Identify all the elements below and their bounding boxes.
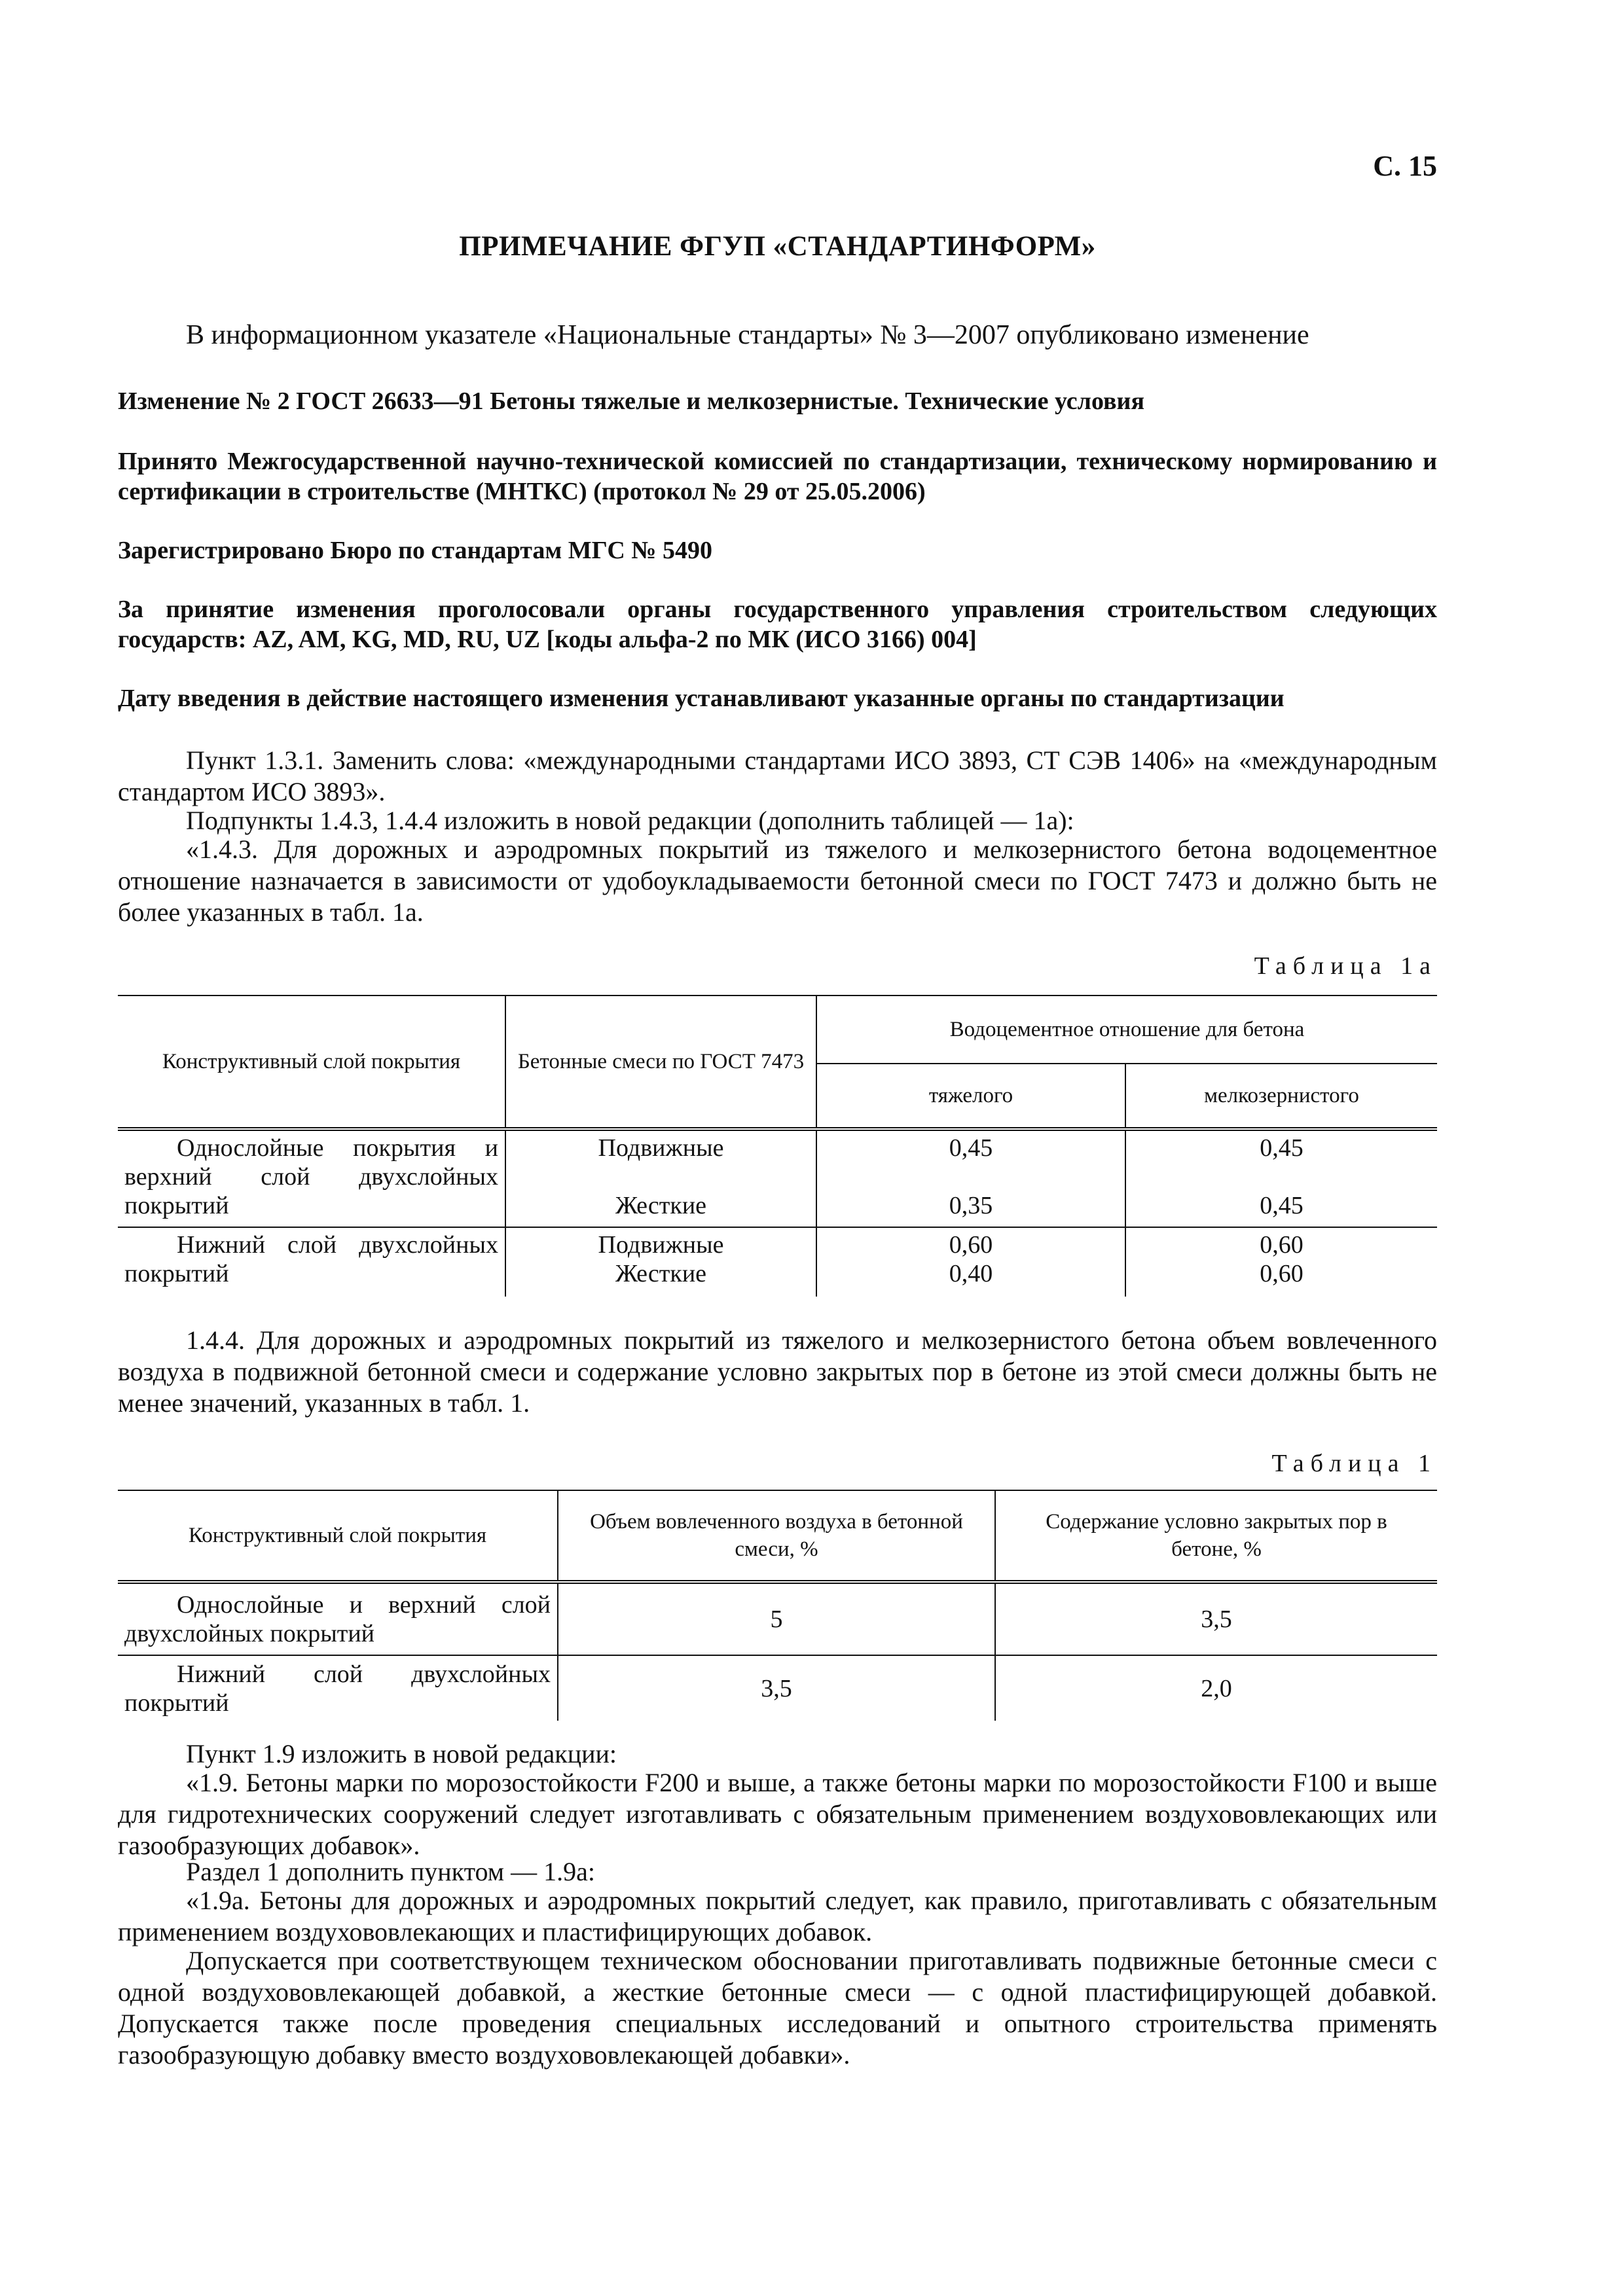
table-1a-r1-layer: Однослойные покрытия и верхний слой двухслойных покрытий — [118, 1129, 505, 1227]
table-1a-r2a-mix: Подвижные — [598, 1231, 724, 1259]
table-1-header-air: Объем вовлеченного воздуха в бетонной смеси, % — [558, 1490, 995, 1582]
table-1a — [118, 995, 1437, 1297]
clause-19-intro: Пункт 1.9 изложить в новой редакции: — [186, 1739, 617, 1768]
table-1a-r1a-mix: Подвижные — [598, 1134, 724, 1162]
table-1a-header-mix: Бетонные смеси по ГОСТ 7473 — [505, 996, 816, 1129]
table-row — [118, 1582, 1437, 1655]
table-1a-r2b-mix: Жесткие — [615, 1260, 707, 1287]
table-row — [118, 1655, 1437, 1721]
page-number: С. 15 — [1373, 150, 1437, 182]
table-1a-r2-layer: Нижний слой двухслойных покрытий — [118, 1227, 505, 1297]
table-1a-r2a-heavy: 0,60 — [949, 1231, 993, 1259]
table-row — [118, 1227, 1437, 1297]
table-1a-header-fine: мелкозернистого — [1204, 1084, 1359, 1107]
table-1a-header-wc: Водоцементное отношение для бетона — [816, 996, 1437, 1064]
table-1a-header-heavy: тяжелого — [816, 1064, 1125, 1129]
table-1 — [118, 1490, 1437, 1721]
voted-paragraph: За принятие изменения проголосовали органы государственного управления строительством следующих государств: AZ, AM, KG, MD, RU, UZ [коды альфа-2 по МК (ИСО 3166) 004] — [118, 596, 1437, 653]
intro-paragraph: В информационном указателе «Национальные стандарты» № 3—2007 опубликовано изменение — [186, 320, 1309, 350]
registered-paragraph: Зарегистрировано Бюро по стандартам МГС № 5490 — [118, 537, 712, 564]
table-1a-r2b-heavy: 0,40 — [949, 1260, 993, 1287]
clause-19a: «1.9а. Бетоны для дорожных и аэродромных покрытий следует, как правило, приготавливать с обязательным применением воздухововлекающих и пластифицирующих добавок. — [118, 1886, 1437, 1946]
table-1a-r1a-fine: 0,45 — [1260, 1134, 1304, 1162]
table-1a-r1-fine — [1125, 1129, 1437, 1227]
table-1-header-pores: Содержание условно закрытых пор в бетоне, % — [1046, 1510, 1387, 1561]
clause-19a-intro: Раздел 1 дополнить пунктом — 1.9а: — [186, 1857, 595, 1886]
table-1-r2-layer: Нижний слой двухслойных покрытий — [118, 1655, 558, 1721]
clause-144: 1.4.4. Для дорожных и аэродромных покрытий из тяжелого и мелкозернистого бетона объем вовлеченного воздуха в подвижной бетонной смеси и содержание условно закрытых пор в бетоне из этой смеси должны быть не менее значений, указанных в табл. 1. — [118, 1325, 1437, 1418]
clause-19: «1.9. Бетоны марки по морозостойкости F200 и выше, а также бетоны марки по морозостойкости F100 и выше для гидротехнических сооружений следует изготавливать с обязательным применением воздухововлекающих или газообразующих добавок». — [118, 1768, 1437, 1860]
table-1a-r1b-heavy: 0,35 — [949, 1192, 993, 1219]
table-1-caption: Таблица 1 — [1271, 1450, 1437, 1477]
table-1a-r2a-fine: 0,60 — [1260, 1231, 1304, 1259]
table-1a-r2-heavy — [816, 1227, 1125, 1297]
clause-131: Пункт 1.3.1. Заменить слова: «международными стандартами ИСО 3893, СТ СЭВ 1406» на «международным стандартом ИСО 3893». — [118, 745, 1437, 806]
effective-date-paragraph: Дату введения в действие настоящего изменения устанавливают указанные органы по стандартизации — [118, 685, 1285, 712]
clause-143-intro: Подпункты 1.4.3, 1.4.4 изложить в новой редакции (дополнить таблицей — 1а): — [186, 806, 1074, 835]
table-1-r2-air: 3,5 — [558, 1655, 995, 1721]
table-1-r2-pores: 2,0 — [1201, 1674, 1232, 1702]
table-1a-r2-fine — [1125, 1227, 1437, 1297]
page-title: ПРИМЕЧАНИЕ ФГУП «СТАНДАРТИНФОРМ» — [459, 231, 1096, 262]
table-1a-caption: Таблица 1а — [1254, 952, 1437, 980]
table-1a-r2b-fine: 0,60 — [1260, 1260, 1304, 1287]
table-1-header-layer: Конструктивный слой покрытия — [118, 1490, 558, 1582]
table-1a-r1-mix — [505, 1129, 816, 1227]
table-1-r1-air: 5 — [558, 1582, 995, 1655]
change-heading: Изменение № 2 ГОСТ 26633—91 Бетоны тяжелые и мелкозернистые. Технические условия — [118, 387, 1145, 415]
table-1a-r1b-mix: Жесткие — [615, 1192, 707, 1219]
clause-143: «1.4.3. Для дорожных и аэродромных покрытий из тяжелого и мелкозернистого бетона водоцементное отношение назначается в зависимости от удобоукладываемости бетонной смеси по ГОСТ 7473 и должно быть не более указанных в табл. 1а. — [118, 834, 1437, 927]
table-1a-r2-mix — [505, 1227, 816, 1297]
table-row — [118, 1129, 1437, 1227]
table-1a-r1a-heavy: 0,45 — [949, 1134, 993, 1162]
table-1a-r1b-fine: 0,45 — [1260, 1192, 1304, 1219]
clause-19a-continuation: Допускается при соответствующем техническом обосновании приготавливать подвижные бетонные смеси с одной воздухововлекающей добавкой, а жесткие бетонные смеси — с одной пластифицирующей добавкой. Допускается также после проведения специальных исследований и опытного строительства применять газообразующую добавку вместо воздухововлекающей добавки». — [118, 1946, 1437, 2070]
adopted-paragraph: Принято Межгосударственной научно-технической комиссией по стандартизации, техническому нормированию и сертификации в строительстве (МНТКС) (протокол № 29 от 25.05.2006) — [118, 448, 1437, 505]
table-1a-header-layer: Конструктивный слой покрытия — [118, 996, 505, 1129]
table-1a-r1-heavy — [816, 1129, 1125, 1227]
table-1-r1-pores: 3,5 — [1201, 1605, 1232, 1633]
table-1-r1-layer: Однослойные и верхний слой двухслойных покрытий — [118, 1582, 558, 1655]
